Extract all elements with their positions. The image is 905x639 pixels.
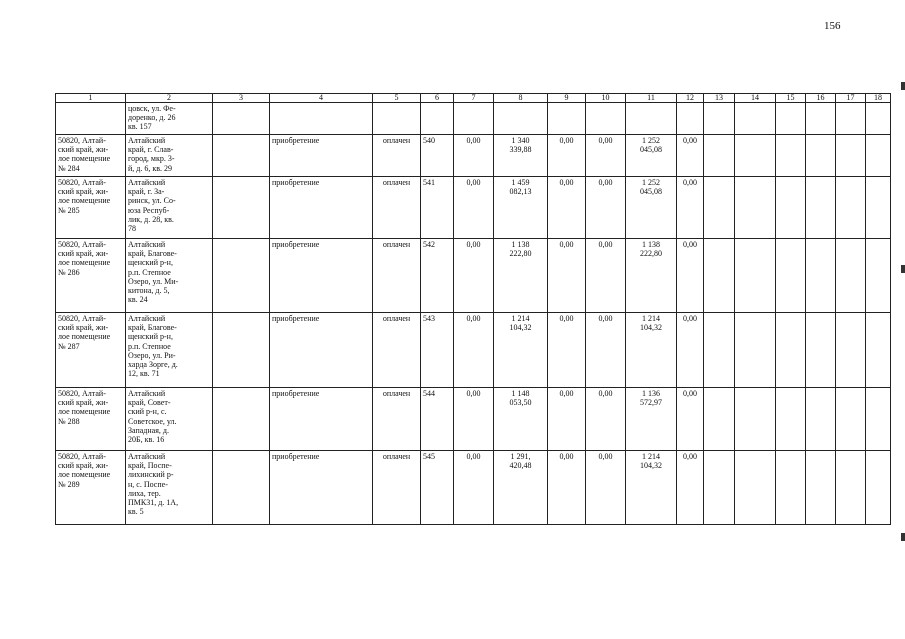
column-header: 11: [626, 94, 677, 103]
column-header: 5: [373, 94, 421, 103]
table-cell: [776, 177, 806, 239]
table-cell: 1 214 104,32: [494, 313, 548, 388]
table-cell: 0,00: [454, 239, 494, 313]
table-cell: [776, 103, 806, 135]
table-cell: [704, 103, 735, 135]
table-cell: [776, 388, 806, 451]
table-cell: [806, 313, 836, 388]
column-header: 10: [586, 94, 626, 103]
table-cell: [836, 239, 866, 313]
table-cell: [776, 239, 806, 313]
table-cell: 0,00: [586, 135, 626, 177]
table-cell: [373, 103, 421, 135]
table-cell: [735, 135, 776, 177]
column-header: 15: [776, 94, 806, 103]
table-cell: 541: [421, 177, 454, 239]
table-cell: [806, 388, 836, 451]
table-cell: [735, 451, 776, 525]
table-cell: [866, 103, 891, 135]
table-cell: [586, 103, 626, 135]
column-header: 7: [454, 94, 494, 103]
table-cell: 0,00: [548, 451, 586, 525]
table-cell: [677, 103, 704, 135]
table-cell: [866, 313, 891, 388]
table-cell: [626, 103, 677, 135]
table-cell: [735, 239, 776, 313]
table-cell: [56, 103, 126, 135]
table-cell: 50820, Алтай- ский край, жи- лое помещение № 289: [56, 451, 126, 525]
table-cell: оплачен: [373, 313, 421, 388]
table-cell: [836, 451, 866, 525]
table-cell: цовск, ул. Фе- доренко, д. 26 кв. 157: [126, 103, 213, 135]
table-cell: 0,00: [586, 177, 626, 239]
table-cell: [735, 103, 776, 135]
table-cell: оплачен: [373, 388, 421, 451]
table-cell: [704, 177, 735, 239]
table-row: [56, 177, 891, 239]
table-cell: [866, 177, 891, 239]
table-cell: [704, 135, 735, 177]
table-cell: 0,00: [454, 177, 494, 239]
column-header: 13: [704, 94, 735, 103]
table-cell: 1 252 045,08: [626, 135, 677, 177]
register-table: [55, 93, 891, 525]
column-header: 8: [494, 94, 548, 103]
scan-edge-mark: [901, 82, 905, 90]
table-cell: оплачен: [373, 451, 421, 525]
table-cell: 50820, Алтай- ский край, жи- лое помещение № 286: [56, 239, 126, 313]
table-cell: Алтайский край, Поспе- лихинский р- н, с. Поспе- лиха, тер. ПМК31, д. 1А, кв. 5: [126, 451, 213, 525]
table-cell: 50820, Алтай- ский край, жи- лое помещение № 288: [56, 388, 126, 451]
table-cell: 50820, Алтай- ский край, жи- лое помещение № 285: [56, 177, 126, 239]
scan-edge-mark: [901, 265, 905, 273]
table-cell: 0,00: [677, 135, 704, 177]
table-cell: 540: [421, 135, 454, 177]
table-cell: [494, 103, 548, 135]
table-cell: приобретение: [270, 388, 373, 451]
table-cell: 1 136 572,97: [626, 388, 677, 451]
table-cell: [866, 388, 891, 451]
table-cell: 1 138 222,80: [494, 239, 548, 313]
table-cell: 0,00: [677, 239, 704, 313]
table-cell: 1 214 104,32: [626, 451, 677, 525]
table-row: [56, 239, 891, 313]
table-cell: [836, 103, 866, 135]
table-cell: 0,00: [677, 177, 704, 239]
table-cell: 0,00: [677, 388, 704, 451]
column-header: 9: [548, 94, 586, 103]
table-cell: Алтайский край, Благове- щенский р-н, р.п. Степное Озеро, ул. Ри- харда Зорге, д. 12, кв. 71: [126, 313, 213, 388]
table-cell: [213, 135, 270, 177]
table-cell: [776, 451, 806, 525]
table-cell: 1 459 082,13: [494, 177, 548, 239]
table-cell: [735, 177, 776, 239]
table-cell: Алтайский край, Благове- щенский р-н, р.п. Степное Озеро, ул. Ми- китона, д. 5, кв. 24: [126, 239, 213, 313]
table-cell: [735, 388, 776, 451]
table-cell: 0,00: [454, 135, 494, 177]
column-header: 6: [421, 94, 454, 103]
table-cell: приобретение: [270, 177, 373, 239]
table-cell: 1 148 053,50: [494, 388, 548, 451]
table-cell: 0,00: [548, 313, 586, 388]
table-cell: [806, 451, 836, 525]
table-cell: 543: [421, 313, 454, 388]
table-cell: 0,00: [586, 313, 626, 388]
table-cell: [213, 103, 270, 135]
table-cell: [704, 451, 735, 525]
column-header: 12: [677, 94, 704, 103]
table-cell: [836, 135, 866, 177]
table-cell: [270, 103, 373, 135]
table-cell: 0,00: [586, 239, 626, 313]
table-cell: 50820, Алтай- ский край, жи- лое помещение № 287: [56, 313, 126, 388]
table-cell: [866, 451, 891, 525]
table-row: [56, 135, 891, 177]
table-cell: [735, 313, 776, 388]
table-cell: 545: [421, 451, 454, 525]
table-cell: [776, 313, 806, 388]
table-row: [56, 313, 891, 388]
table-cell: Алтайский край, г. За- ринск, ул. Со- юза Респуб- лик, д. 28, кв. 78: [126, 177, 213, 239]
table-cell: 0,00: [548, 239, 586, 313]
table-cell: [213, 451, 270, 525]
table-cell: 0,00: [454, 451, 494, 525]
table-cell: приобретение: [270, 451, 373, 525]
column-header: 1: [56, 94, 126, 103]
table-cell: 0,00: [677, 451, 704, 525]
table-cell: Алтайский край, Совет- ский р-н, с. Советское, ул. Западная, д. 20Б, кв. 16: [126, 388, 213, 451]
table-cell: приобретение: [270, 239, 373, 313]
table-cell: [704, 239, 735, 313]
table-cell: 0,00: [586, 451, 626, 525]
table-cell: [704, 388, 735, 451]
table-cell: [213, 177, 270, 239]
table-cell: [213, 388, 270, 451]
table-cell: 1 252 045,08: [626, 177, 677, 239]
table-cell: 0,00: [548, 388, 586, 451]
table-cell: оплачен: [373, 239, 421, 313]
table-cell: 544: [421, 388, 454, 451]
column-header: 4: [270, 94, 373, 103]
table-cell: [704, 313, 735, 388]
table-cell: [806, 103, 836, 135]
table-cell: 1 214 104,32: [626, 313, 677, 388]
table-cell: [806, 177, 836, 239]
table-cell: [836, 177, 866, 239]
table-cell: [806, 135, 836, 177]
table-cell: [213, 239, 270, 313]
table-cell: 0,00: [677, 313, 704, 388]
table-cell: [213, 313, 270, 388]
table-cell: [548, 103, 586, 135]
table-cell: [866, 135, 891, 177]
table-cell: [454, 103, 494, 135]
table-cell: 1 340 339,88: [494, 135, 548, 177]
table-cell: 0,00: [454, 313, 494, 388]
page-number: 156: [824, 20, 841, 32]
table-cell: [776, 135, 806, 177]
table-cell: приобретение: [270, 313, 373, 388]
table-cell: [866, 239, 891, 313]
table-row: [56, 388, 891, 451]
column-header: 14: [735, 94, 776, 103]
column-header: 2: [126, 94, 213, 103]
table-cell: 0,00: [548, 135, 586, 177]
table-cell: 542: [421, 239, 454, 313]
table-cell: оплачен: [373, 177, 421, 239]
table-cell: [836, 313, 866, 388]
table-row: [56, 103, 891, 135]
column-header: 16: [806, 94, 836, 103]
table-cell: [836, 388, 866, 451]
column-header: 3: [213, 94, 270, 103]
column-header: 18: [866, 94, 891, 103]
table-cell: Алтайский край, г. Слав- город, мкр. 3- й, д. 6, кв. 29: [126, 135, 213, 177]
table-cell: 1 291, 420,48: [494, 451, 548, 525]
table-row: [56, 451, 891, 525]
column-header: 17: [836, 94, 866, 103]
table-cell: 50820, Алтай- ский край, жи- лое помещение № 284: [56, 135, 126, 177]
scan-edge-mark: [901, 533, 905, 541]
header-row: [56, 94, 891, 103]
table-cell: оплачен: [373, 135, 421, 177]
table-cell: 0,00: [548, 177, 586, 239]
table-cell: 0,00: [586, 388, 626, 451]
table-cell: [421, 103, 454, 135]
table-cell: приобретение: [270, 135, 373, 177]
table-cell: 0,00: [454, 388, 494, 451]
table-cell: 1 138 222,80: [626, 239, 677, 313]
table-cell: [806, 239, 836, 313]
